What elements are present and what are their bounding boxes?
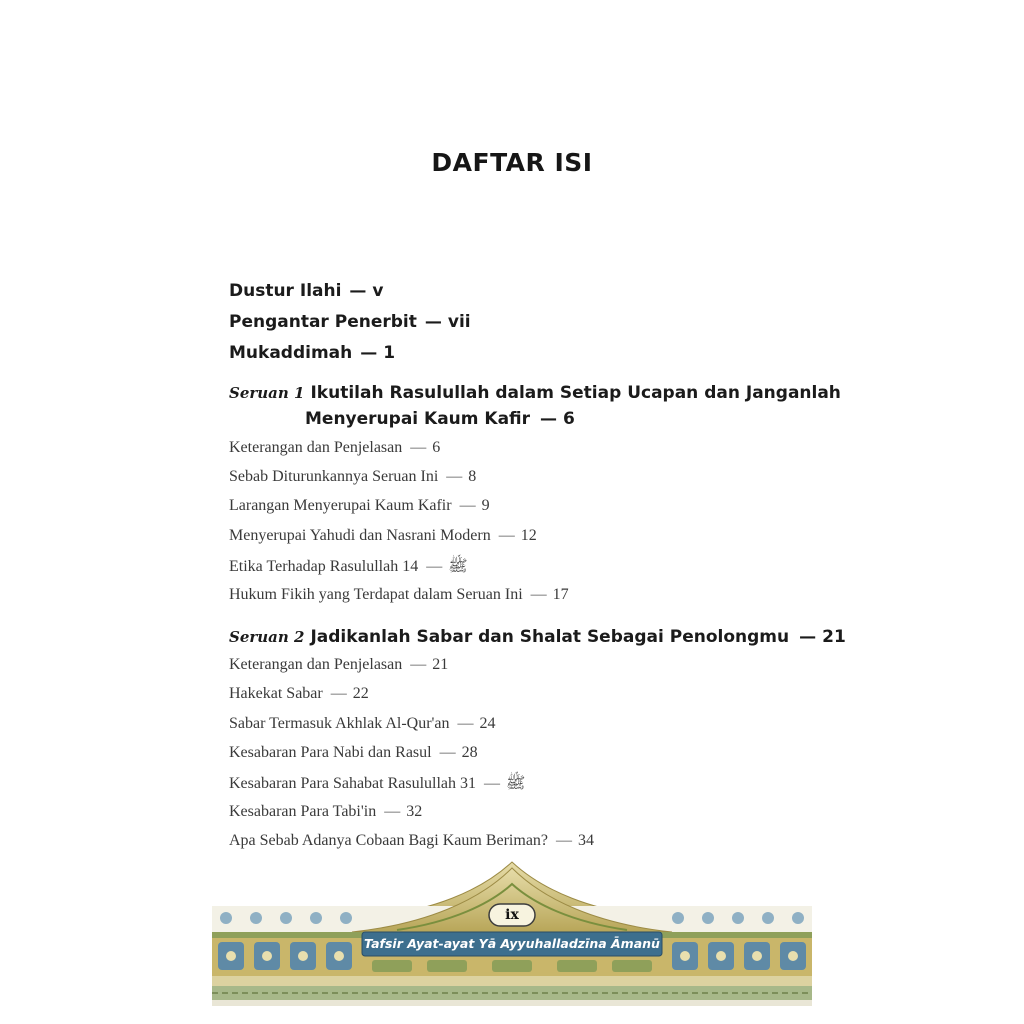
toc-dash: —	[410, 439, 427, 456]
toc-section-seruan-1-cont[interactable]	[305, 409, 575, 429]
subentry-text: Kesabaran Para Tabi'in	[229, 803, 377, 820]
footer-ornament	[212, 860, 812, 1006]
toc-entry-page: vii	[447, 312, 471, 332]
footer-book-title: Tafsir Ayat-ayat Yā Ayyuhalladzīna Āmanū	[364, 936, 660, 951]
subentry-text: Sebab Diturunkannya Seruan Ini	[229, 468, 439, 485]
subentry-page: 22	[352, 685, 369, 702]
section-label: Seruan 2	[229, 628, 305, 646]
subentry-page: 24	[479, 715, 496, 732]
toc-dash: —	[540, 409, 558, 429]
toc-subentry[interactable]	[229, 773, 525, 796]
subentry-text: Apa Sebab Adanya Cobaan Bagi Kaum Beriman?	[229, 832, 549, 849]
subentry-text: Menyerupai Yahudi dan Nasrani Modern	[229, 527, 491, 544]
toc-entry-mukaddimah[interactable]	[229, 343, 395, 363]
toc-dash: —	[556, 832, 573, 849]
section-title-cont: Menyerupai Kaum Kafir	[305, 409, 531, 429]
toc-subentry[interactable]	[229, 715, 496, 733]
section-title: Jadikanlah Sabar dan Shalat Sebagai Penolongmu	[310, 627, 790, 647]
subentry-text: Kesabaran Para Sahabat Rasulullah ﷺ	[229, 775, 526, 792]
subentry-page: 21	[432, 656, 449, 673]
subentry-text: Etika Terhadap Rasulullah ﷺ	[229, 558, 468, 575]
subentry-text: Sabar Termasuk Akhlak Al-Qur'an	[229, 715, 450, 732]
toc-dash: —	[459, 497, 476, 514]
toc-dash: —	[384, 803, 401, 820]
subentry-page: 9	[481, 497, 490, 514]
subentry-page: 12	[520, 527, 537, 544]
toc-dash: —	[330, 685, 347, 702]
toc-subentry[interactable]	[229, 556, 468, 579]
toc-entry-page: 1	[383, 343, 396, 363]
subentry-text: Hukum Fikih yang Terdapat dalam Seruan Ini	[229, 586, 523, 603]
subentry-page: 28	[461, 744, 478, 761]
subentry-page: 6	[432, 439, 441, 456]
toc-subentry[interactable]	[229, 586, 569, 604]
subentry-text: Keterangan dan Penjelasan	[229, 656, 403, 673]
subentry-page: 17	[552, 586, 569, 603]
toc-dash: —	[457, 715, 474, 732]
page-title: DAFTAR ISI	[431, 148, 593, 177]
section-page: 6	[563, 409, 575, 429]
toc-entry-text: Dustur Ilahi	[229, 281, 342, 301]
toc-dash: —	[446, 468, 463, 485]
page-number: ix	[505, 907, 519, 923]
toc-subentry[interactable]	[229, 439, 440, 457]
toc-dash: —	[424, 312, 442, 332]
toc-entry-page: v	[372, 281, 384, 301]
toc-subentry[interactable]	[229, 744, 478, 762]
subentry-text: Hakekat Sabar	[229, 685, 323, 702]
toc-subentry[interactable]	[229, 656, 448, 674]
toc-subentry[interactable]	[229, 685, 369, 703]
toc-subentry[interactable]	[229, 527, 537, 545]
toc-subentry[interactable]	[229, 832, 594, 850]
subentry-page: 8	[468, 468, 477, 485]
toc-subentry[interactable]	[229, 803, 422, 821]
toc-dash: —	[349, 281, 367, 301]
toc-dash: —	[498, 527, 515, 544]
toc-dash: —	[360, 343, 378, 363]
toc-subentry[interactable]	[229, 468, 476, 486]
subentry-text: Larangan Menyerupai Kaum Kafir	[229, 497, 452, 514]
section-label: Seruan 1	[229, 384, 305, 402]
toc-entry-text: Pengantar Penerbit	[229, 312, 417, 332]
subentry-page: 14	[402, 558, 419, 575]
toc-dash: —	[426, 558, 443, 575]
toc-dash: —	[484, 775, 501, 792]
subentry-text: Kesabaran Para Nabi dan Rasul	[229, 744, 432, 761]
toc-dash: —	[410, 656, 427, 673]
toc-section-seruan-2[interactable]	[229, 627, 846, 647]
toc-dash: —	[799, 627, 817, 647]
subentry-text: Keterangan dan Penjelasan	[229, 439, 403, 456]
toc-entry-dustur-ilahi[interactable]	[229, 281, 384, 301]
toc-entry-pengantar-penerbit[interactable]	[229, 312, 471, 332]
toc-subentry[interactable]	[229, 497, 490, 515]
toc-dash: —	[530, 586, 547, 603]
subentry-page: 31	[460, 775, 477, 792]
subentry-page: 34	[578, 832, 595, 849]
subentry-page: 32	[406, 803, 423, 820]
toc-entry-text: Mukaddimah	[229, 343, 353, 363]
toc-dash: —	[439, 744, 456, 761]
toc-section-seruan-1[interactable]	[229, 383, 841, 403]
section-title: Ikutilah Rasulullah dalam Setiap Ucapan dan Janganlah	[310, 383, 841, 403]
section-page: 21	[822, 627, 846, 647]
